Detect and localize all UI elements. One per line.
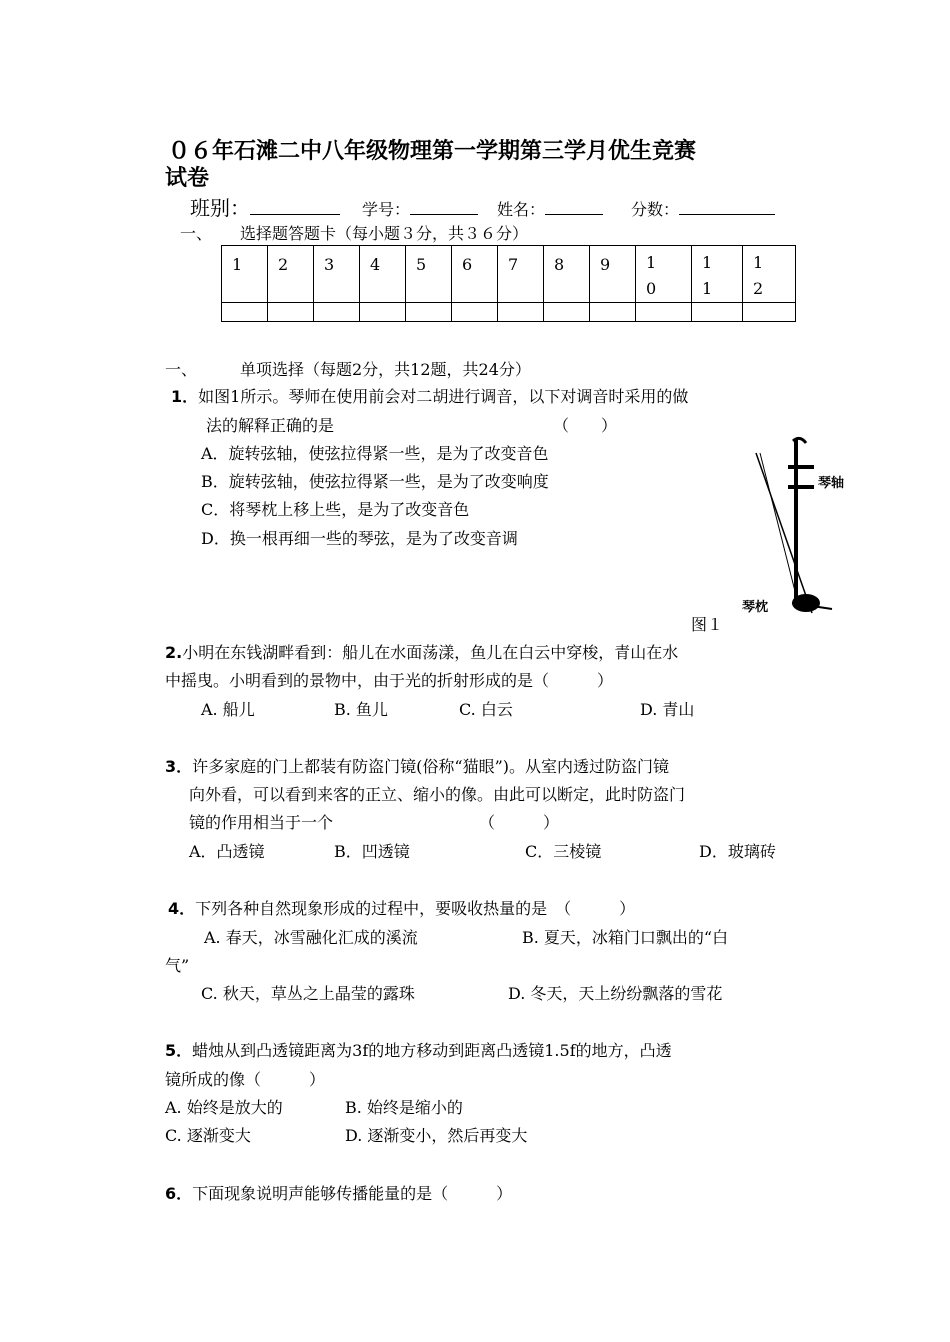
- answer-cell-5[interactable]: [406, 303, 452, 322]
- q2-option-a: A. 船儿: [201, 700, 255, 719]
- q1-line1: 1．如图1所示。琴师在使用前会对二胡进行调音，以下对调音时采用的做: [171, 387, 689, 406]
- q3-line2: 向外看，可以看到来客的正立、缩小的像。由此可以断定，此时防盗门: [189, 785, 686, 804]
- answer-cell-7[interactable]: [498, 303, 544, 322]
- answer-card-header-cell: 1 0: [636, 246, 692, 303]
- answer-card-header-cell: 5: [406, 246, 452, 303]
- q1-option-b: B．旋转弦轴，使弦拉得紧一些，是为了改变响度: [201, 472, 549, 491]
- page-title: ０６年石滩二中八年级物理第一学期第三学月优生竞赛: [168, 139, 697, 164]
- q5-option-d: D. 逐渐变小，然后再变大: [345, 1126, 528, 1145]
- student-no-field[interactable]: [410, 198, 478, 215]
- q1-option-a: A．旋转弦轴，使弦拉得紧一些，是为了改变音色: [201, 444, 549, 463]
- answer-cell-3[interactable]: [314, 303, 360, 322]
- section-num: 一、: [165, 360, 198, 379]
- erhu-bow: [756, 453, 812, 613]
- q2-option-c: C. 白云: [459, 700, 513, 719]
- q1-option-d: D．换一根再细一些的琴弦，是为了改变音调: [201, 529, 518, 548]
- answer-card-header-cell: 1: [222, 246, 268, 303]
- q3-option-c: C．三棱镜: [525, 842, 602, 861]
- q4-option-b-cont: 气”: [165, 956, 190, 975]
- answer-card-header-cell: 1 1: [692, 246, 743, 303]
- q2-line2: 中摇曳。小明看到的景物中，由于光的折射形成的是（ ）: [165, 671, 614, 690]
- fig-label-shaft: 琴轴: [818, 476, 845, 491]
- answer-card-header-cell: 9: [590, 246, 636, 303]
- q4-line1: 4．下列各种自然现象形成的过程中，要吸收热量的是 （ ）: [168, 899, 636, 918]
- answer-card-header-cell: 3: [314, 246, 360, 303]
- class-field[interactable]: [250, 198, 340, 215]
- answer-card-header-cell: 8: [544, 246, 590, 303]
- q6-number: 6．: [165, 1184, 193, 1203]
- erhu-figure: [740, 435, 850, 620]
- q4-option-d: D. 冬天，天上纷纷飘落的雪花: [508, 984, 723, 1003]
- q2-number: 2.: [165, 643, 183, 662]
- student-no-group: [362, 197, 478, 220]
- q5-option-b: B. 始终是缩小的: [345, 1098, 463, 1117]
- q2-option-d: D. 青山: [640, 700, 695, 719]
- answer-cell-8[interactable]: [544, 303, 590, 322]
- answer-cell-12[interactable]: [743, 303, 796, 322]
- answer-cell-6[interactable]: [452, 303, 498, 322]
- answer-cell-10[interactable]: [636, 303, 692, 322]
- answer-card-header-cell: 4: [360, 246, 406, 303]
- answer-card-table: [221, 245, 796, 322]
- name-group: [497, 197, 603, 220]
- page-title-cont: 试卷: [165, 166, 210, 191]
- score-group: [631, 197, 775, 220]
- q4-number: 4．: [168, 899, 196, 918]
- student-no-label: 学号：: [362, 200, 411, 219]
- q3-answer-paren: （ ）: [479, 813, 560, 832]
- q6-line1: 6．下面现象说明声能够传播能量的是（ ）: [165, 1184, 513, 1203]
- q5-option-a: A. 始终是放大的: [165, 1098, 283, 1117]
- answer-card-header-cell: 1 2: [743, 246, 796, 303]
- answer-cell-9[interactable]: [590, 303, 636, 322]
- answer-card-header-cell: 2: [268, 246, 314, 303]
- answer-cell-4[interactable]: [360, 303, 406, 322]
- q3-number: 3．: [165, 757, 193, 776]
- score-label: 分数：: [631, 200, 680, 219]
- figure-1-caption: 图１: [691, 615, 724, 634]
- q5-line1: 5．蜡烛从到凸透镜距离为3f的地方移动到距离凸透镜1.5f的地方，凸透: [165, 1041, 672, 1060]
- q3-option-d: D．玻璃砖: [699, 842, 776, 861]
- class-label: 班别：: [190, 196, 250, 220]
- answer-card-heading: 选择题答题卡（每小题３分，共３６分）: [240, 224, 529, 243]
- answer-card-header-cell: 6: [452, 246, 498, 303]
- answer-cell-2[interactable]: [268, 303, 314, 322]
- answer-card-heading-num: 一、: [180, 224, 213, 243]
- erhu-bow-hair: [760, 453, 798, 603]
- fig-label-bridge: 琴枕: [742, 600, 769, 615]
- q4-option-c: C. 秋天，草丛之上晶莹的露珠: [201, 984, 415, 1003]
- answer-cell-1[interactable]: [222, 303, 268, 322]
- q5-number: 5．: [165, 1041, 193, 1060]
- q3-option-b: B．凹透镜: [334, 842, 410, 861]
- q1-answer-paren: （ ）: [553, 416, 618, 435]
- name-field[interactable]: [545, 198, 603, 215]
- q4-option-b: B. 夏天，冰箱门口飘出的“白: [522, 928, 729, 947]
- answer-card-header-cell: 7: [498, 246, 544, 303]
- q2-line1: 2.小明在东钱湖畔看到：船儿在水面荡漾，鱼儿在白云中穿梭，青山在水: [165, 643, 679, 662]
- q3-option-a: A．凸透镜: [189, 842, 265, 861]
- student-info-row: [190, 192, 340, 221]
- q1-option-c: C．将琴枕上移上些，是为了改变音色: [201, 500, 470, 519]
- q3-line1: 3．许多家庭的门上都装有防盗门镜(俗称“猫眼”)。从室内透过防盗门镜: [165, 757, 669, 776]
- q5-option-c: C. 逐渐变大: [165, 1126, 251, 1145]
- section-heading: 单项选择（每题2分，共12题，共24分）: [240, 360, 531, 379]
- q4-option-a: A. 春天，冰雪融化汇成的溪流: [204, 928, 418, 947]
- q1-line2: 法的解释正确的是: [206, 416, 335, 435]
- q1-number: 1．: [171, 387, 199, 406]
- score-field[interactable]: [679, 198, 775, 215]
- q3-line3: 镜的作用相当于一个: [189, 813, 334, 832]
- answer-cell-11[interactable]: [692, 303, 743, 322]
- q2-option-b: B. 鱼儿: [334, 700, 388, 719]
- name-label: 姓名：: [497, 200, 546, 219]
- q5-line2: 镜所成的像（ ）: [165, 1070, 326, 1089]
